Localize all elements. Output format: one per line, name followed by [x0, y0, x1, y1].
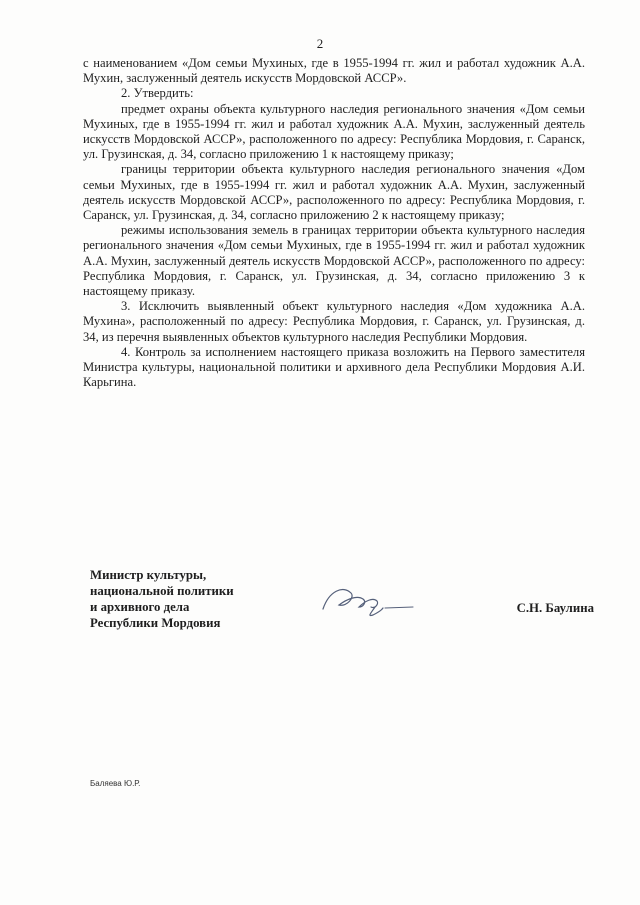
handwritten-signature-icon: [317, 577, 417, 627]
executor-name: Баляева Ю.Р.: [90, 779, 141, 788]
page-number: 2: [316, 36, 324, 51]
signer-title: Министр культуры, национальной политики и архивного дела Республики Мордовия: [90, 568, 234, 630]
paragraph-territory-borders: границы территории объекта культурного наследия регионального значения «Дом семьи Мухиных, где в 1955-1994 гг. жил и работал художник А.А. Мухин, заслуженный деятель искусств Мордовской АССР», расположенного по адресу: Республика Мордовия, г. Саранск, ул. Грузинская, д. 34, согласно приложению 2 к настоящему приказу;: [83, 162, 585, 223]
signer-name: С.Н. Баулина: [516, 601, 594, 615]
paragraph-item-4: 4. Контроль за исполнением настоящего приказа возложить на Первого заместителя Министра культуры, национальной политики и архивного дела Республики Мордовия А.И. Карьгина.: [83, 344, 585, 390]
paragraph-land-use-modes: режимы использования земель в границах территории объекта культурного наследия регионального значения «Дом семьи Мухиных, где в 1955-1994 гг. жил и работал художник А.А. Мухин, заслуженный деятель искусств Мордовской АССР», расположенного по адресу: Республика Мордовия, г. Саранск, ул. Грузинская, д. 34, согласно приложению 3 к настоящему приказу.: [83, 223, 585, 299]
paragraph-continuation: с наименованием «Дом семьи Мухиных, где в 1955-1994 гг. жил и работал художник А.А. Мухин, заслуженный деятель искусств Мордовской АССР».: [83, 56, 585, 86]
paragraph-item-2: 2. Утвердить:: [121, 86, 194, 101]
paragraph-item-3: 3. Исключить выявленный объект культурного наследия «Дом художника А.А. Мухина», расположенный по адресу: Республика Мордовия, г. Саранск, ул. Грузинская, д. 34, из перечня выявленных объектов культурного наследия Республики Мордовия.: [83, 299, 585, 344]
paragraph-protection-subject: предмет охраны объекта культурного наследия регионального значения «Дом семьи Мухиных, где в 1955-1994 гг. жил и работал художник А.А. Мухин, заслуженный деятель искусств Мордовской АССР», расположенного по адресу: Республика Мордовия, г. Саранск, ул. Грузинская, д. 34, согласно приложению 1 к настоящему приказу;: [83, 101, 585, 162]
document-body: [83, 56, 585, 390]
signature-block: [90, 567, 610, 637]
